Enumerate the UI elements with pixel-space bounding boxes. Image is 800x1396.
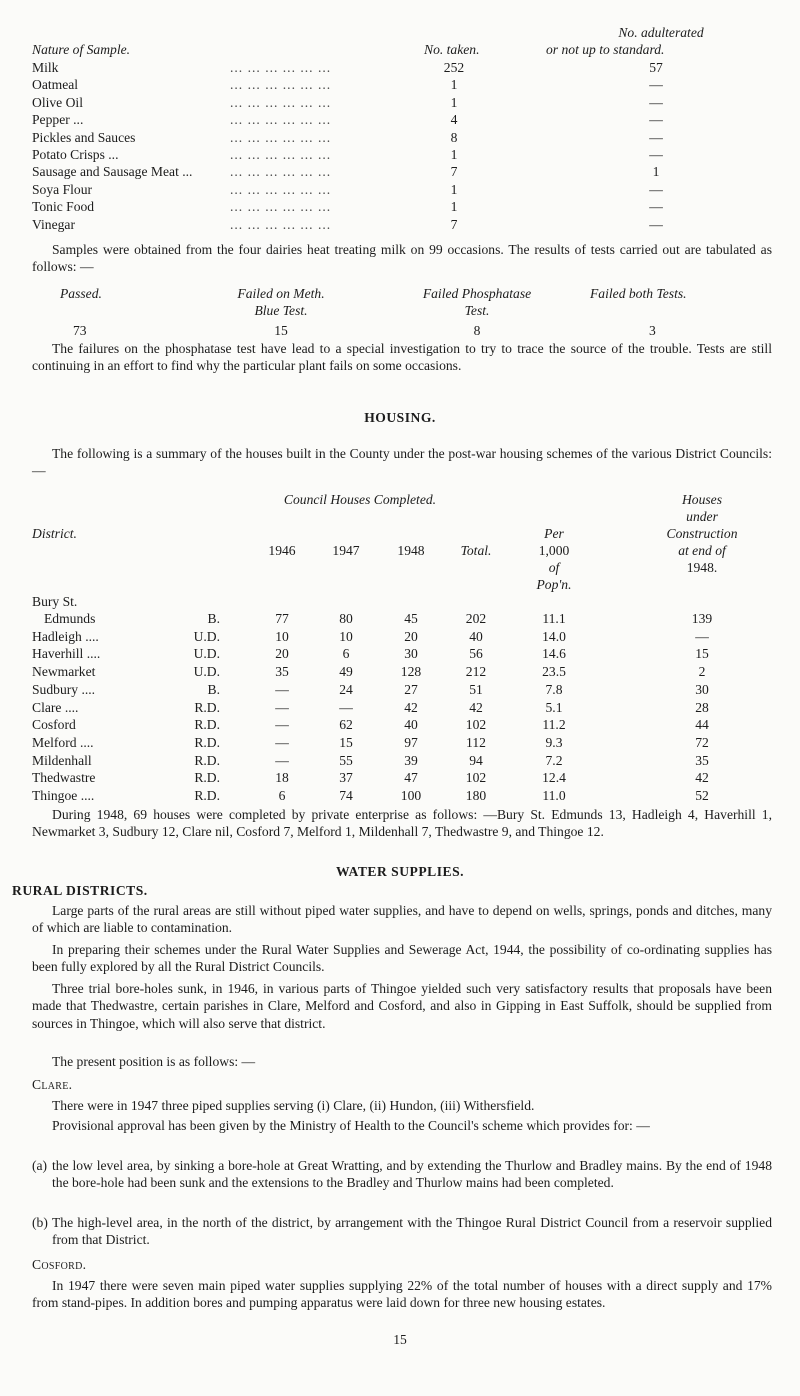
sample-taken: 7 — [450, 164, 458, 180]
sample-name: Oatmeal — [32, 77, 79, 93]
district-type: U.D. — [193, 664, 220, 680]
value-failed-meth: 15 — [274, 323, 288, 338]
heading-per-3: of — [548, 560, 560, 575]
cell-1946: — — [275, 699, 289, 715]
leader-dots: ... ... ... ... ... ... — [230, 112, 332, 128]
cell-per-1000: 7.2 — [545, 752, 563, 768]
heading-failed-meth-2: Blue Test. — [254, 303, 308, 318]
water-p2: In preparing their schemes under the Rural Water Supplies and Sewerage Act, 1944, the possibility of co-ordinating supplies has been fully explored by all the Rural District Councils. — [32, 942, 772, 975]
heading-1948: 1948 — [397, 543, 425, 558]
heading-failed-phosphatase: Failed Phosphatase — [422, 286, 532, 301]
district-type: U.D. — [193, 628, 220, 644]
sample-adulterated: 57 — [649, 60, 663, 75]
district-name: Newmarket — [32, 664, 96, 680]
cell-per-1000: 12.4 — [542, 770, 566, 786]
value-passed: 73 — [73, 323, 87, 338]
page-number: 15 — [393, 1332, 407, 1347]
cell-1947: 6 — [342, 646, 350, 662]
cell-total: 94 — [469, 752, 483, 768]
district-name: Haverhill .... — [32, 646, 101, 662]
cell-1947: 80 — [339, 611, 353, 626]
district-name: Mildenhall — [32, 752, 92, 768]
leader-dots: ... ... ... ... ... ... — [230, 199, 332, 215]
sample-name: Soya Flour — [32, 181, 93, 197]
heading-1947: 1947 — [332, 543, 360, 558]
cell-per-1000: 23.5 — [542, 664, 566, 680]
sample-name: Milk — [32, 60, 59, 75]
heading-under-construction-5: 1948. — [686, 560, 718, 575]
district-type: R.D. — [194, 699, 220, 715]
district-type: R.D. — [194, 752, 220, 768]
cell-1946: 77 — [275, 611, 289, 626]
district-name: Thedwastre — [32, 770, 96, 786]
leader-dots: ... ... ... ... ... ... — [230, 164, 332, 180]
sample-adulterated: — — [649, 199, 663, 215]
cell-total: 102 — [465, 770, 487, 786]
rural-districts-heading: RURAL DISTRICTS. — [12, 883, 148, 898]
col-adulterated-heading-1: No. adulterated — [618, 25, 704, 40]
sample-adulterated: — — [649, 181, 663, 197]
district-type: R.D. — [194, 734, 220, 750]
heading-failed-phosphatase-2: Test. — [464, 303, 490, 318]
sample-taken: 1 — [450, 199, 458, 215]
district-type: B. — [207, 611, 220, 626]
cell-1948: 40 — [404, 717, 418, 733]
sample-name: Sausage and Sausage Meat ... — [32, 164, 193, 180]
clare-item-b — [32, 1214, 772, 1249]
cell-total: 102 — [465, 717, 487, 733]
cell-1946: 20 — [275, 646, 289, 662]
cell-per-1000: 14.6 — [542, 646, 566, 662]
district-name: Edmunds — [44, 611, 96, 626]
heading-total: Total. — [460, 543, 492, 558]
sample-adulterated: — — [649, 94, 663, 110]
cell-under-construction: 2 — [698, 664, 706, 680]
sample-name: Pepper ... — [32, 112, 84, 128]
cell-total: 112 — [466, 734, 486, 750]
cell-under-construction: 72 — [695, 734, 709, 750]
district-type: R.D. — [194, 788, 220, 803]
cell-under-construction: 42 — [695, 770, 709, 786]
cell-total: 180 — [465, 788, 487, 803]
cell-under-construction: 35 — [695, 752, 709, 768]
clare-item-a — [32, 1157, 772, 1192]
clare-item-a-label: (a) — [32, 1158, 48, 1173]
sample-name: Pickles and Sauces — [32, 129, 136, 145]
clare-heading: Clare. — [32, 1077, 73, 1092]
clare-item-b-label: (b) — [32, 1215, 48, 1230]
heading-per-2: 1,000 — [538, 543, 570, 558]
sample-taken: 4 — [450, 112, 458, 128]
sample-adulterated: — — [649, 129, 663, 145]
heading-failed-both: Failed both Tests. — [590, 286, 687, 301]
cell-1946: 18 — [275, 770, 289, 786]
value-failed-both: 3 — [649, 323, 656, 338]
heading-district: District. — [32, 526, 77, 541]
cell-1947: 62 — [339, 717, 353, 733]
heading-under-construction-4: at end of — [678, 543, 726, 558]
district-type: B. — [207, 681, 220, 697]
cell-1948: 39 — [404, 752, 418, 768]
cell-1946: — — [275, 734, 289, 750]
heading-under-construction-2: under — [686, 509, 718, 524]
col-nature-heading: Nature of Sample. — [32, 42, 131, 57]
sample-taken: 1 — [450, 77, 458, 93]
district-name: Clare .... — [32, 699, 79, 715]
district-name: Hadleigh .... — [32, 628, 99, 644]
leader-dots: ... ... ... ... ... ... — [230, 77, 332, 93]
cell-1946: 35 — [275, 664, 289, 680]
cell-under-construction: 28 — [695, 699, 709, 715]
sample-adulterated: — — [649, 216, 663, 232]
cell-under-construction: 139 — [691, 611, 713, 626]
housing-after: During 1948, 69 houses were completed by private enterprise as follows: —Bury St. Edmunds 13, Hadleigh 4, Haverhill 1, Newmarket 3, Sudbury 12, Clare nil, Cosford 7, Melford 1, Mildenhall 7, Thedwastre 9, and Thingoe 12. — [32, 807, 772, 840]
cell-per-1000: 9.3 — [545, 734, 563, 750]
cell-1948: 128 — [400, 664, 422, 680]
clare-p1: There were in 1947 three piped supplies serving (i) Clare, (ii) Hundon, (iii) Withersfield. — [52, 1098, 535, 1113]
cell-1948: 30 — [404, 646, 418, 662]
cell-total: 51 — [469, 681, 483, 697]
sample-name: Olive Oil — [32, 94, 83, 110]
cosford-heading: Cosford. — [32, 1257, 87, 1272]
clare-item-a-text: the low level area, by sinking a bore-hole at Great Wratting, and by extending the Thurlow and Bradley mains. By the end of 1948 the bore-hole had been sunk and the extensions to the Bradley and Thurlow mains had been completed. — [52, 1158, 772, 1191]
cell-1946: — — [275, 752, 289, 768]
cell-under-construction: 15 — [695, 646, 709, 662]
leader-dots: ... ... ... ... ... ... — [230, 60, 332, 75]
district-bury-line1: Bury St. — [32, 594, 78, 609]
water-heading: WATER SUPPLIES. — [335, 864, 465, 879]
cell-under-construction: 52 — [695, 788, 709, 803]
sample-taken: 1 — [450, 94, 458, 110]
value-failed-phosphatase: 8 — [473, 323, 481, 338]
cell-1948: 97 — [404, 734, 418, 750]
cell-under-construction: 44 — [695, 717, 709, 733]
cell-total: 212 — [465, 664, 487, 680]
cell-1946: 6 — [278, 788, 286, 803]
sample-adulterated: — — [649, 77, 663, 93]
cell-1946: 10 — [275, 628, 289, 644]
cell-per-1000: 11.0 — [542, 788, 566, 803]
cell-1947: 37 — [339, 770, 353, 786]
sample-taken: 7 — [450, 216, 458, 232]
cosford-p1: In 1947 there were seven main piped water supplies supplying 22% of the total number of houses with a direct supply and 17% from stand-pipes. In addition bores and pumping apparatus were laid down for three new housing estates. — [32, 1278, 772, 1311]
heading-council-houses: Council Houses Completed. — [283, 492, 437, 507]
leader-dots: ... ... ... ... ... ... — [230, 216, 332, 232]
leader-dots: ... ... ... ... ... ... — [230, 94, 332, 110]
cell-per-1000: 7.8 — [545, 681, 563, 697]
cell-1947: 74 — [339, 788, 353, 803]
water-p1: Large parts of the rural areas are still without piped water supplies, and have to depend on wells, springs, ponds and ditches, many of which are liable to contamination. — [32, 903, 772, 936]
cell-1948: 100 — [400, 788, 422, 803]
district-name: Sudbury .... — [32, 681, 96, 697]
cell-1947: 55 — [339, 752, 353, 768]
leader-dots: ... ... ... ... ... ... — [230, 129, 332, 145]
cell-1947: 15 — [339, 734, 353, 750]
sample-adulterated: — — [649, 112, 663, 128]
leader-dots: ... ... ... ... ... ... — [230, 147, 332, 162]
col-adulterated-heading-2: or not up to standard. — [546, 42, 665, 57]
sample-name: Vinegar — [32, 216, 75, 232]
sample-adulterated: — — [649, 147, 663, 162]
cell-per-1000: 14.0 — [542, 628, 566, 644]
cell-1946: — — [275, 717, 289, 733]
heading-1946: 1946 — [268, 543, 296, 558]
col-taken-heading: No. taken. — [424, 42, 480, 57]
leader-dots: ... ... ... ... ... ... — [230, 181, 332, 197]
sample-name: Potato Crisps ... — [32, 147, 119, 162]
cell-under-construction: 30 — [695, 681, 709, 697]
cell-1947: 49 — [339, 664, 353, 680]
district-name: Thingoe .... — [32, 788, 95, 803]
cell-1947: 10 — [339, 628, 353, 644]
cell-1948: 47 — [404, 770, 418, 786]
sample-name: Tonic Food — [32, 199, 95, 215]
water-p4: The present position is as follows: — — [52, 1054, 256, 1069]
cell-1948: 27 — [404, 681, 418, 697]
district-name: Melford .... — [32, 734, 94, 750]
sample-adulterated: 1 — [652, 164, 660, 180]
water-p3: Three trial bore-holes sunk, in 1946, in various parts of Thingoe yielded such very satisfactory results that proposals have been made that Thedwastre, certain parishes in Clare, Melford and Cosford, and also in Gipping in East Suffolk, should be supplied from sources in Thingoe, which will also serve that district. — [32, 981, 772, 1031]
sample-taken: 1 — [450, 181, 458, 197]
cell-1946: — — [275, 681, 289, 697]
heading-failed-meth: Failed on Meth. — [237, 286, 325, 301]
housing-heading: HOUSING. — [364, 410, 436, 425]
cell-1947: 24 — [339, 681, 353, 697]
milk-tests-after: The failures on the phosphatase test have lead to a special investigation to try to trace the source of the trouble. Tests are still continuing in an effort to find why the particular plant fails on some occasions. — [32, 341, 772, 374]
district-type: R.D. — [194, 770, 220, 786]
district-type: U.D. — [193, 646, 220, 662]
sample-taken: 252 — [443, 60, 465, 75]
clare-p2: Provisional approval has been given by the Ministry of Health to the Council's scheme which provides for: — — [52, 1118, 650, 1133]
cell-1948: 45 — [404, 611, 418, 626]
district-type: R.D. — [194, 717, 220, 733]
cell-1948: 20 — [404, 628, 418, 644]
cell-1947: — — [339, 699, 353, 715]
clare-item-b-text: The high-level area, in the north of the district, by arrangement with the Thingoe Rural District Council from a reservoir supplied from that District. — [52, 1215, 772, 1248]
heading-under-construction-3: Construction — [666, 526, 738, 541]
cell-total: 40 — [469, 628, 483, 644]
sample-taken: 8 — [450, 129, 458, 145]
cell-per-1000: 11.2 — [542, 717, 566, 733]
housing-intro: The following is a summary of the houses built in the County under the post-war housing schemes of the various District Councils: — — [32, 446, 772, 479]
cell-total: 42 — [469, 699, 483, 715]
cell-1948: 42 — [404, 699, 418, 715]
cell-per-1000: 5.1 — [545, 699, 563, 715]
cell-per-1000: 11.1 — [542, 611, 566, 626]
cell-total: 202 — [465, 611, 487, 626]
district-name: Cosford — [32, 717, 76, 733]
cell-under-construction: — — [695, 628, 709, 644]
heading-per-4: Pop'n. — [536, 577, 572, 592]
heading-under-construction-1: Houses — [681, 492, 723, 507]
heading-per-1: Per — [544, 526, 564, 541]
cell-total: 56 — [469, 646, 483, 662]
heading-passed: Passed. — [60, 286, 102, 301]
sample-taken: 1 — [450, 147, 458, 162]
milk-tests-intro: Samples were obtained from the four dairies heat treating milk on 99 occasions. The results of tests carried out are tabulated as follows: — — [32, 242, 772, 275]
